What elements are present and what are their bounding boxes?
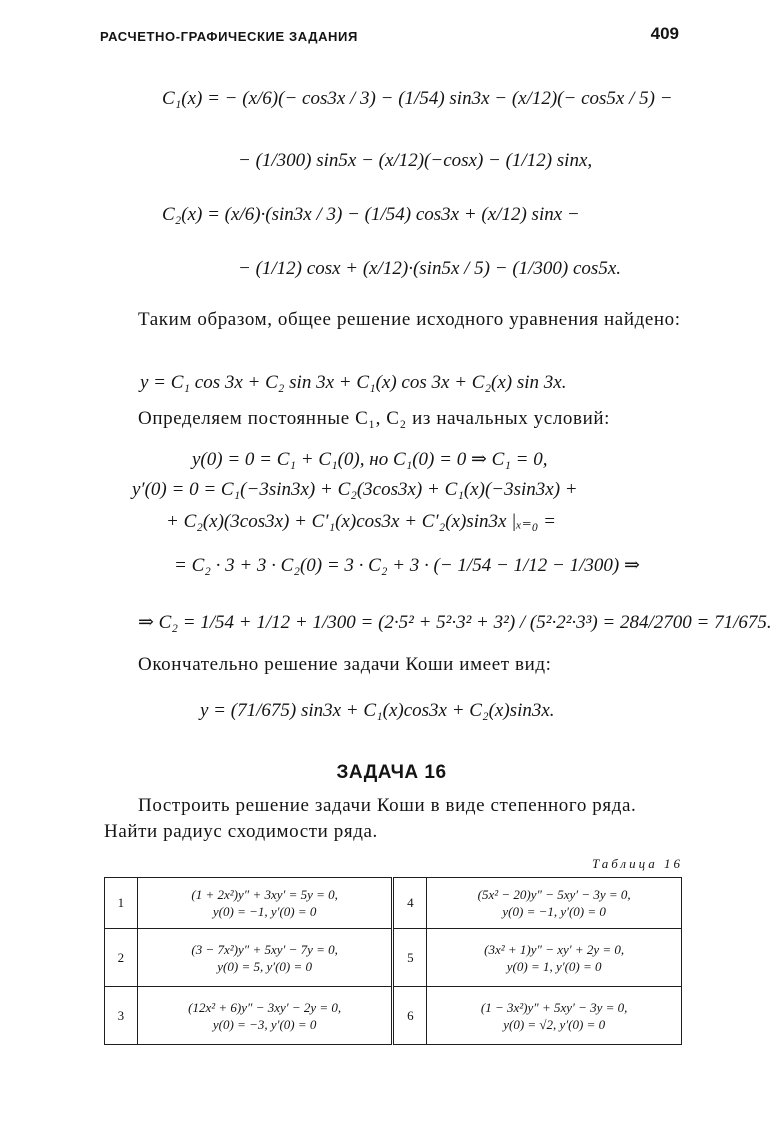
table-row xyxy=(105,929,682,987)
variant-condition xyxy=(137,878,393,929)
table-row xyxy=(105,987,682,1045)
formula-c1-line2: − (1/300) sin5x − (x/12)(−cosx) − (1/12) sinx, xyxy=(238,150,593,171)
variant-number: 5 xyxy=(393,929,427,987)
variant-initial-conditions: y(0) = −3, y′(0) = 0 xyxy=(212,1016,317,1032)
task-statement: Построить решение задачи Коши в виде степенного ряда. Найти радиус сходимости ряда. xyxy=(104,795,637,842)
variant-equation: (12x² + 6)y″ − 3xy′ − 2y = 0, xyxy=(188,999,342,1015)
variant-initial-conditions: y(0) = −1, y′(0) = 0 xyxy=(212,904,317,919)
task-title: ЗАДАЧА 16 xyxy=(336,762,447,783)
condition-dy0-line2: + C₂(x)(3cos3x) + C′₁(x)cos3x + C′₂(x)sin3x |ₓ₌₀ = xyxy=(166,511,556,532)
variant-condition xyxy=(137,929,393,987)
variant-condition xyxy=(427,987,682,1045)
table-caption: Таблица 16 xyxy=(591,856,683,871)
variant-equation: (3x² + 1)y″ − xy′ + 2y = 0, xyxy=(484,941,625,957)
variant-number: 2 xyxy=(105,929,138,987)
variant-equation: (1 + 2x²)y″ + 3xy′ = 5y = 0, xyxy=(191,887,338,902)
condition-dy0-line1: y′(0) = 0 = C₁(−3sin3x) + C₂(3cos3x) + C₁(x)(−3sin3x) + xyxy=(132,479,578,500)
variant-number: 4 xyxy=(393,878,427,929)
variant-initial-conditions: y(0) = −1, y′(0) = 0 xyxy=(502,904,606,919)
formula-c2-line1: C₂(x) = (x/6)·(sin3x / 3) − (1/54) cos3x + (x/12) sinx − xyxy=(162,204,580,225)
running-title: РАСЧЕТНО-ГРАФИЧЕСКИЕ ЗАДАНИЯ xyxy=(100,29,358,44)
variant-initial-conditions: y(0) = 5, y′(0) = 0 xyxy=(217,958,313,974)
page-header xyxy=(100,24,685,48)
table-row xyxy=(105,878,682,929)
variant-number: 1 xyxy=(105,878,138,929)
variant-number: 6 xyxy=(393,987,427,1045)
formula-c2-line2: − (1/12) cosx + (x/12)·(sin5x / 5) − (1/300) cos5x. xyxy=(238,258,622,279)
variant-condition xyxy=(427,929,682,987)
general-solution-intro: Таким образом, общее решение исходного уравнения найдено: xyxy=(138,309,681,330)
page-number: 409 xyxy=(650,24,679,43)
variant-equation: (5x² − 20)y″ − 5xy′ − 3y = 0, xyxy=(477,887,631,902)
variant-equation: (3 − 7x²)y″ + 5xy′ − 7y = 0, xyxy=(191,941,338,957)
variant-initial-conditions: y(0) = √2, y′(0) = 0 xyxy=(503,1016,606,1032)
constants-intro: Определяем постоянные C₁, C₂ из начальных условий: xyxy=(138,408,610,429)
variant-initial-conditions: y(0) = 1, y′(0) = 0 xyxy=(506,958,602,974)
variant-number: 3 xyxy=(105,987,138,1045)
general-solution-formula: y = C₁ cos 3x + C₂ sin 3x + C₁(x) cos 3x + C₂(x) sin 3x. xyxy=(140,372,567,393)
final-solution-intro: Окончательно решение задачи Коши имеет вид: xyxy=(138,654,552,675)
variant-equation: (1 − 3x²)y″ + 5xy′ − 3y = 0, xyxy=(480,999,628,1015)
final-solution-formula: y = (71/675) sin3x + C₁(x)cos3x + C₂(x)sin3x. xyxy=(200,700,555,721)
task-variants-table xyxy=(104,877,682,1045)
condition-dy0-line3: = C₂ · 3 + 3 · C₂(0) = 3 · C₂ + 3 · (− 1/54 − 1/12 − 1/300) ⇒ xyxy=(174,555,640,576)
variant-condition xyxy=(427,878,682,929)
constant-c2-value: ⇒ C₂ = 1/54 + 1/12 + 1/300 = (2·5² + 5²·3² + 3²) / (5²·2²·3³) = 284/2700 = 71/675. xyxy=(138,612,772,633)
variant-condition xyxy=(137,987,393,1045)
condition-y0: y(0) = 0 = C₁ + C₁(0), но C₁(0) = 0 ⇒ C₁ = 0, xyxy=(192,449,548,470)
formula-c1-line1: C₁(x) = − (x/6)(− cos3x / 3) − (1/54) sin3x − (x/12)(− cos5x / 5) − xyxy=(162,88,673,109)
